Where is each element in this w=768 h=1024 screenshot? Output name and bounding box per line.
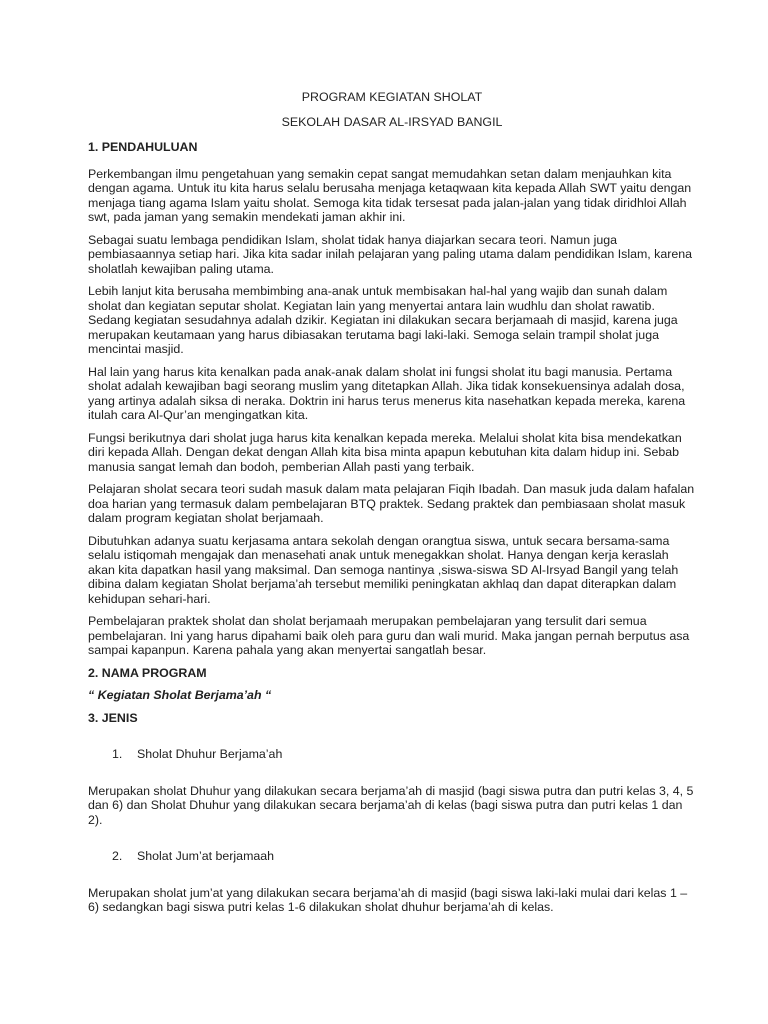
paragraph: Pelajaran sholat secara teori sudah masuk dalam mata pelajaran Fiqih Ibadah. Dan masuk juda dalam hafalan doa harian yang termasuk dalam pembelajaran BTQ praktek. Sedang praktek dan pembiasaan sholat masuk dalam program kegiatan sholat berjamaah. xyxy=(88,482,695,525)
list-number: 2. xyxy=(112,849,123,863)
paragraph: Merupakan sholat Dhuhur yang dilakukan secara berjama’ah di masjid (bagi siswa putra dan putri kelas 3, 4, 5 dan 6) dan Sholat Dhuhur yang dilakukan secara berjama’ah di kelas (bagi siswa putra dan putri kelas 1 dan 2). xyxy=(88,783,694,827)
document-subtitle: SEKOLAH DASAR AL-IRSYAD BANGIL xyxy=(281,114,503,129)
section-heading-jenis: 3. JENIS xyxy=(88,710,138,725)
paragraph: Fungsi berikutnya dari sholat juga harus kita kenalkan kepada mereka. Melalui sholat kita bisa mendekatkan diri kepada Allah. Dengan dekat dengan Allah kita bisa minta apapun kebutuhan kita dalam hidup ini. Sebab manusia sangat lemah dan bodoh, pemberian Allah pasti yang terbaik. xyxy=(88,430,682,474)
paragraph: Hal lain yang harus kita kenalkan pada anak-anak dalam sholat ini fungsi sholat itu bagi manusia. Pertama sholat adalah kewajiban bagi seorang muslim yang ditetapkan Allah. Jika tidak konsekuensinya adalah dosa, yang artinya adalah siksa di neraka. Doktrin ini harus terus menerus kita nasehatkan kepada mereka, karena itulah cara Al-Qur’an mengingatkan kita. xyxy=(88,364,686,422)
section-heading-nama-program: 2. NAMA PROGRAM xyxy=(88,665,207,680)
paragraph: Merupakan sholat jum’at yang dilakukan secara berjama’ah di masjid (bagi siswa laki-laki mulai dari kelas 1 – 6) sedangkan bagi siswa putri kelas 1-6 dilakukan sholat dhuhur berjama’ah di kelas. xyxy=(88,885,688,914)
program-name: “ Kegiatan Sholat Berjama’ah “ xyxy=(88,688,272,702)
list-label: Sholat Jum’at berjamaah xyxy=(137,849,275,863)
paragraph: Perkembangan ilmu pengetahuan yang semakin cepat sangat memudahkan setan dalam menjauhkan kita dengan agama. Untuk itu kita harus selalu berusaha menjaga ketaqwaan kita kepada Allah SWT yaitu dengan menjaga tiang agama Islam yaitu sholat. Semoga kita tidak tersesat pada jalan-jalan yang tidak diridhloi Allah swt, pada jaman yang semakin mendekati jaman akhir ini. xyxy=(88,166,692,224)
paragraph: Dibutuhkan adanya suatu kerjasama antara sekolah dengan orangtua siswa, untuk secara bersama-sama selalu istiqomah mengajak dan menasehati anak untuk menegakkan sholat. Hanya dengan kerja keraslah akan kita dapatkan hasil yang maksimal. Dan semoga nantinya ,siswa-siswa SD Al-Irsyad Bangil yang telah dibina dalam kegiatan Sholat berjama’ah tersebut memiliki peningkatan akhlaq dan dapat diterapkan dalam kehidupan sehari-hari. xyxy=(88,533,679,606)
document-title: PROGRAM KEGIATAN SHOLAT xyxy=(301,90,483,104)
list-number: 1. xyxy=(112,747,123,761)
list-label: Sholat Dhuhur Berjama’ah xyxy=(137,747,283,761)
paragraph: Lebih lanjut kita berusaha membimbing ana-anak untuk membisakan hal-hal yang wajib dan sunah dalam sholat dan kegiatan seputar sholat. Kegiatan lain yang menyertai antara lain wudhlu dan sholat rawatib. Sedang kegiatan sesudahnya adalah dzikir. Kegiatan ini dilakukan secara berjamaah di masjid, karena juga merupakan keutamaan yang harus dibiasakan terutama bagi laki-laki. Semoga selain trampil sholat juga mencintai masjid. xyxy=(88,284,678,356)
paragraph: Sebagai suatu lembaga pendidikan Islam, sholat tidak hanya diajarkan secara teori. Namun juga pembiasaannya setiap hari. Jika kita sadar inilah pelajaran yang paling utama dalam pendidikan Islam, karena sholatlah kewajiban paling utama. xyxy=(88,232,693,276)
list-item xyxy=(88,849,696,864)
section-heading-pendahuluan: 1. PENDAHULUAN xyxy=(88,140,198,154)
list-item xyxy=(88,747,696,762)
paragraph: Pembelajaran praktek sholat dan sholat berjamaah merupakan pembelajaran yang tersulit dari semua pembelajaran. Ini yang harus dipahami baik oleh para guru dan wali murid. Maka jangan pernah berputus asa sampai kapanpun. Karena pahala yang akan menyertai sangatlah besar. xyxy=(88,614,690,657)
